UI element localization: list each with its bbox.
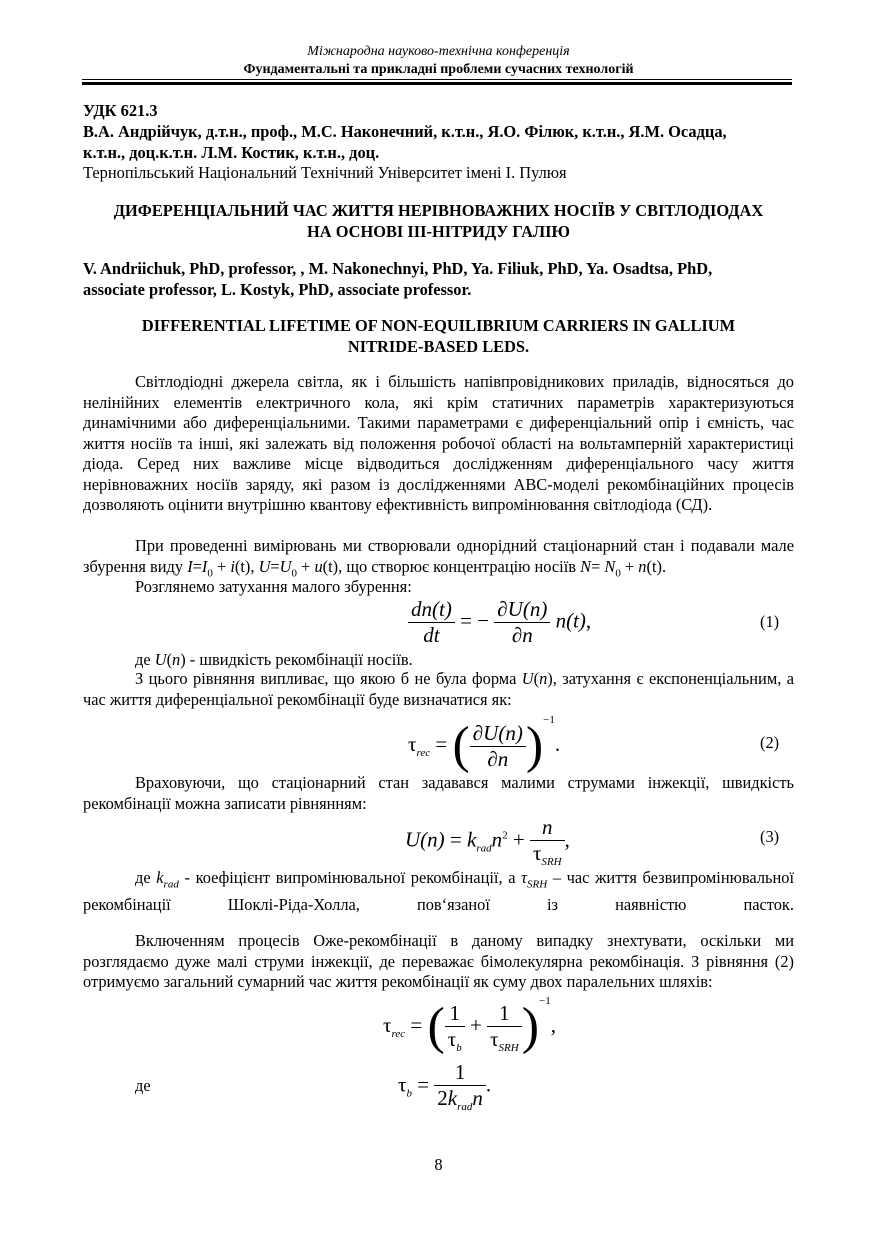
equation-number-2: (2) (760, 733, 780, 752)
equation-1: $\frac{dn(t)}{dt}$ = − $\frac{\partial U(n)}{\partial n}$ n(t), (408, 597, 591, 648)
authors-en-line-1: V. Andriichuk, PhD, professor, , M. Nakonechnyi, PhD, Ya. Filiuk, PhD, Ya. Osadtsa, PhD, (83, 259, 713, 278)
title-ua-line-2: НА ОСНОВІ ІІІ-НІТРИДУ ГАЛІЮ (307, 221, 570, 241)
authors-ua (83, 122, 794, 163)
title-en (83, 316, 794, 357)
equation-number-3: (3) (760, 827, 780, 846)
equation-2: $\tau_{rec}$ = ( $\frac{\partial U(n)}{\partial n}$ )$^{-1}$. (408, 714, 561, 775)
paragraph-exponential: З цього рівняння випливає, що якою б не була форма U(n), затухання є експоненціальним, а час життя диференціальної рекомбінації буде визначатися як: (83, 669, 795, 709)
authors-en (83, 259, 794, 300)
equation-total-lifetime: $\tau_{rec}$ = ( $\frac{1}{\tau_b}$ + $\frac{1}{\tau_{SRH}}$ )$^{-1}$, (383, 995, 556, 1056)
authors-ua-line-1: В.А. Андрійчук, д.т.н., проф., М.С. Наконечний, к.т.н., Я.О. Філюк, к.т.н., Я.М. Осадца, (83, 122, 727, 141)
paragraph-rate-def: де U(n) - швидкість рекомбінації носіїв. (135, 650, 413, 669)
udk-code: УДК 621.3 (83, 101, 158, 120)
conference-name: Міжнародна науково-технічна конференція (307, 44, 570, 59)
paragraph-measurement: При проведенні вимірювань ми створювали однорідний стаціонарний стан і подавали мале збурення виду $I=I_0 + i(t)$, $U=U_0 + u(t)$, що створює концентрацію носіїв $N= N_0 + n(t)$. (83, 536, 794, 579)
title-en-line-1: DIFFERENTIAL LIFETIME OF NON-EQUILIBRIUM CARRIERS IN GALLIUM (141, 316, 736, 335)
conference-title: Фундаментальні та прикладні проблеми сучасних технологій (243, 62, 634, 77)
affiliation: Тернопільський Національний Технічний Університет імені І. Пулюя (83, 163, 567, 182)
equation-number-1: (1) (760, 612, 780, 631)
label-de: де (135, 1076, 151, 1095)
paragraph-decay-intro: Розглянемо затухання малого збурення: (135, 577, 412, 596)
title-ua-line-1: ДИФЕРЕНЦІАЛЬНИЙ ЧАС ЖИТТЯ НЕРІВНОВАЖНИХ НОСІЇВ У СВІТЛОДІОДАХ (113, 201, 764, 220)
paragraph-stationary: Враховуючи, що стаціонарний стан задавався малими струмами інжекції, швидкість рекомбінації можна записати рівнянням: (83, 773, 794, 813)
header-rule-thin (82, 79, 792, 80)
title-ua (83, 201, 794, 242)
page-number: 8 (434, 1155, 443, 1174)
authors-ua-line-2: к.т.н., доц.к.т.н. Л.М. Костик, к.т.н., доц. (83, 142, 380, 162)
equation-tau-b: $\tau_b$ = $\frac{1}{2k_{rad}n}$ . (398, 1060, 492, 1114)
equation-3: $U(n) = k_{rad}n^2$ + $\frac{n}{\tau_{SRH}}$ , (405, 815, 570, 869)
paragraph-auger: Включенням процесів Оже-рекомбінації в даному випадку знехтувати, оскільки ми розглядаємо дуже малі струми інжекції, де переважає бімолекулярна рекомбінація. З рівняння (2) отримуємо загальний сумарний час життя рекомбінації як суму двох паралельних шляхів: (83, 931, 794, 991)
authors-en-line-2: associate professor, L. Kostyk, PhD, associate professor. (83, 279, 472, 299)
title-en-line-2: NITRIDE-BASED LEDS. (347, 336, 530, 356)
paragraph-intro: Світлодіодні джерела світла, як і більшість напівпровідникових приладів, відносяться до нелінійних елементів електричного кола, які крім статичних параметрів характеризуються динамічними або диференціальними. Такими параметрами є диференціальний опір і ємність, час життя носіїв та інші, які залежать від положення робочої області на вольтамперній характеристиці діода. Серед них важливе місце відводиться дослідженням диференціального часу життя нерівноважних носіїв заряду, які разом із дослідженнями ABC-моделі рекомбінаційних процесів дозволяють оцінити внутрішню квантову ефективність випромінювання світлодіода (СД). (83, 372, 794, 514)
header-rule-thick (82, 82, 792, 85)
paragraph-coefficients-line1: де $k_{rad}$ - коефіцієнт випромінювальної рекомбінації, а $\tau_{SRH}$ – час життя безвипромінювальної рекомбінації Шоклі-Ріда-Холла, пов‘язаної із наявністю пасток. (83, 868, 794, 914)
